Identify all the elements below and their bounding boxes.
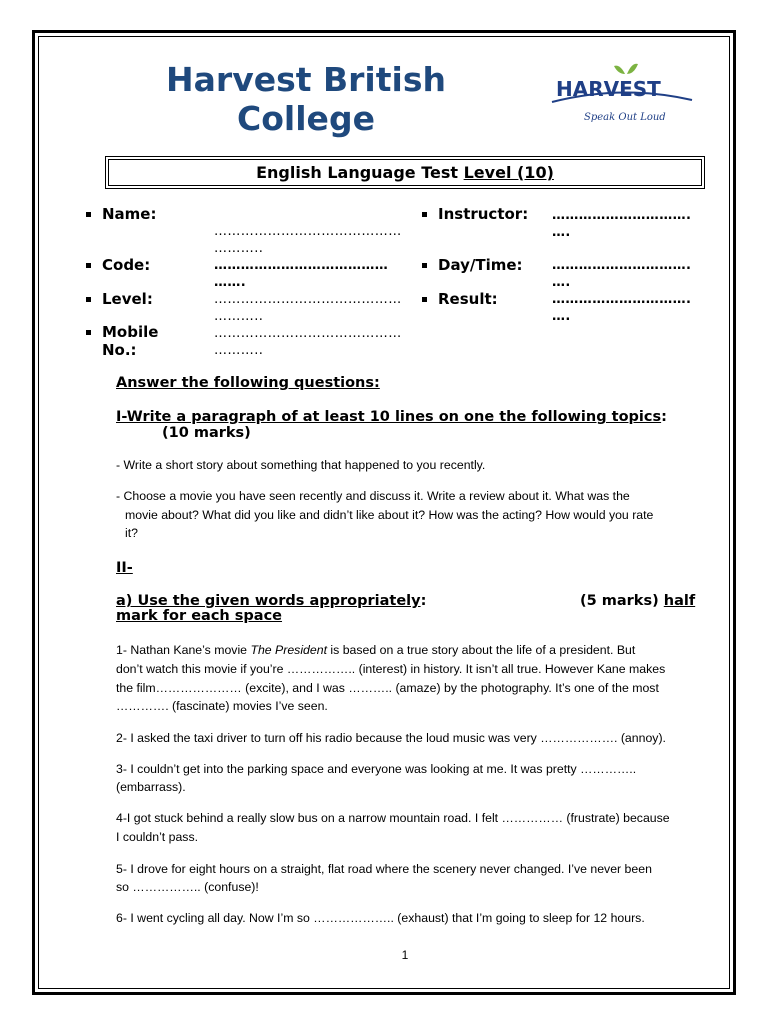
- bullet-icon: [86, 330, 91, 335]
- section1-colon: :: [661, 409, 667, 425]
- page-number: 1: [401, 948, 409, 962]
- bullet-icon: [422, 297, 427, 302]
- topic-1: - Write a short story about something that happened to you recently.: [116, 458, 486, 472]
- level-dots-line1: ……………………………………: [214, 292, 402, 307]
- code-dots-line2: …….: [214, 275, 247, 290]
- q2: 2- I asked the taxi driver to turn off his radio because the loud music was very ………………. (annoy).: [116, 731, 666, 745]
- mobile-dots-line1: ……………………………………: [214, 326, 402, 341]
- result-dots-line1: ………………………….: [552, 292, 692, 307]
- bullet-icon: [86, 297, 91, 302]
- logo-text: HARVEST: [556, 77, 661, 101]
- q1-line2: don’t watch this movie if you’re …………….. (interest) in history. It isn’t all true. However Kane makes: [116, 662, 666, 676]
- q1-line1-post: is based on a true story about the life of a president. But: [327, 643, 636, 657]
- bullet-icon: [422, 263, 427, 268]
- harvest-logo: [532, 52, 710, 132]
- part-a-heading: [116, 593, 426, 609]
- level-label: Level:: [102, 290, 153, 308]
- part-a-half: half: [663, 593, 696, 609]
- part-a-colon: :: [420, 593, 427, 609]
- q3-line1: 3- I couldn’t get into the parking space and everyone was looking at me. It was pretty …………..: [116, 762, 637, 776]
- instructor-dots-line2: ….: [552, 225, 571, 240]
- part-a-marks: (5 marks): [580, 593, 659, 609]
- q1-line1-pre: 1- Nathan Kane’s movie: [116, 643, 251, 657]
- logo-tagline: Speak Out Loud: [584, 112, 666, 123]
- name-dots-line2: ………..: [214, 241, 264, 256]
- q5-line1: 5- I drove for eight hours on a straight, flat road where the scenery never changed. I’ve never been: [116, 862, 652, 876]
- topic-2-line2: movie about? What did you like and didn’t like about it? How was the acting? How would you rate: [125, 508, 654, 522]
- q6: 6- I went cycling all day. Now I’m so ……………….. (exhaust) that I’m going to sleep for 12 hours.: [116, 911, 645, 925]
- daytime-dots-line2: ….: [552, 275, 571, 290]
- test-title: English Language Test: [256, 163, 464, 182]
- instructor-dots-line1: ………………………….: [552, 208, 692, 223]
- college-name: [140, 60, 472, 138]
- q1-line1-italic: The President: [250, 643, 327, 657]
- college-name-line1: Harvest British: [166, 60, 446, 99]
- section1-title: I-Write a paragraph of at least 10 lines on one the following topics: [116, 409, 662, 425]
- name-label: Name:: [102, 205, 157, 223]
- q4-line2: I couldn’t pass.: [116, 830, 199, 844]
- bullet-icon: [86, 212, 91, 217]
- mobile-label-line2: No.:: [102, 341, 137, 359]
- name-dots-line1: ……………………………………: [214, 224, 402, 239]
- test-title-box: [105, 156, 705, 189]
- topic-2-line3: it?: [125, 526, 138, 540]
- bullet-icon: [422, 212, 427, 217]
- part-a-line2: mark for each space: [116, 608, 283, 624]
- mobile-dots-line2: ………..: [214, 343, 264, 358]
- section2-heading: II-: [116, 560, 133, 576]
- bullet-icon: [86, 263, 91, 268]
- answer-heading: Answer the following questions:: [116, 375, 380, 391]
- q3-line2: (embarrass).: [116, 780, 186, 794]
- part-a-marks-line: [580, 593, 695, 609]
- mobile-label-line1: Mobile: [102, 323, 159, 341]
- result-dots-line2: ….: [552, 309, 571, 324]
- section1-marks: (10 marks): [162, 425, 251, 441]
- section1-heading: [116, 409, 667, 425]
- q1-line1: [116, 641, 696, 660]
- q4-line1: 4-I got stuck behind a really slow bus on a narrow mountain road. I felt …………… (frustrate) because: [116, 811, 670, 825]
- instructor-label: Instructor:: [438, 205, 529, 223]
- q5-line2: so …………….. (confuse)!: [116, 880, 259, 894]
- college-name-line2: College: [237, 99, 375, 138]
- q1-line4: …………. (fascinate) movies I’ve seen.: [116, 699, 328, 713]
- result-label: Result:: [438, 290, 498, 308]
- topic-2-line1: - Choose a movie you have seen recently and discuss it. Write a review about it. What was the: [116, 489, 630, 503]
- code-label: Code:: [102, 256, 151, 274]
- level-dots-line2: ………..: [214, 309, 264, 324]
- q1-line3: the film………………… (excite), and I was ……….. (amaze) by the photography. It’s one of the most: [116, 681, 659, 695]
- daytime-dots-line1: ………………………….: [552, 258, 692, 273]
- part-a-title: a) Use the given words appropriately: [116, 593, 421, 609]
- code-dots-line1: …………………………………: [214, 258, 389, 273]
- test-level: Level (10): [463, 163, 554, 182]
- daytime-label: Day/Time:: [438, 256, 523, 274]
